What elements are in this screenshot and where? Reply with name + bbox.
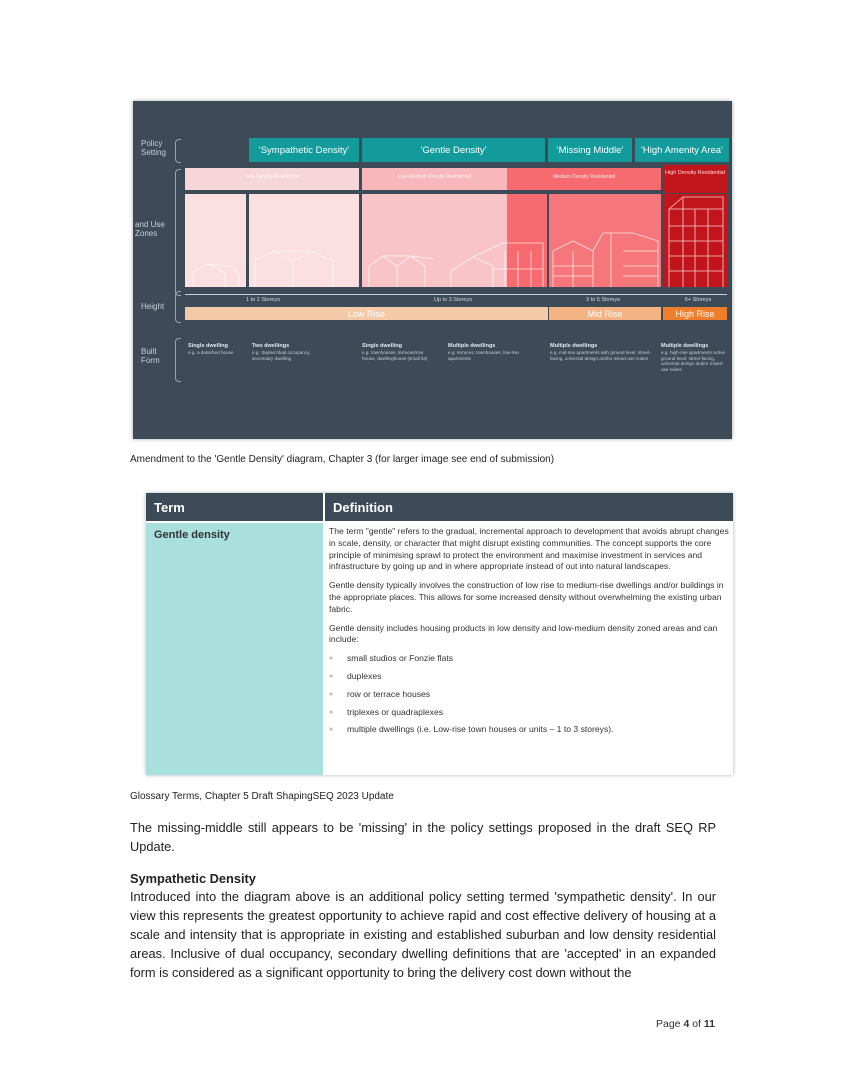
built-form-title: Multiple dwellings: [448, 343, 496, 349]
definition-paragraph: Gentle density includes housing products in low density and low-medium density zoned areas and can include:: [329, 622, 718, 645]
built-form-title: Single dwelling: [362, 343, 403, 349]
zone-caption: Low Density Residential: [245, 174, 299, 180]
height-label: 3 to 5 Storeys: [586, 297, 620, 303]
built-form-item: [661, 343, 729, 372]
building-outlines: [133, 101, 732, 439]
built-form-title: Two dwellings: [252, 343, 290, 349]
built-form-item: [448, 343, 520, 361]
row-label-height: Height: [141, 302, 165, 311]
built-form-item: [550, 343, 655, 361]
list-item-text: triplexes or quadraplexes: [347, 706, 444, 717]
zone-caption: Medium Density Residential: [553, 174, 615, 180]
built-form-item: [188, 343, 243, 356]
list-item: [329, 653, 729, 665]
list-item-text: duplexes: [347, 670, 382, 681]
diagram-caption: Amendment to the 'Gentle Density' diagram, Chapter 3 (for larger image see end of submission): [130, 454, 555, 465]
height-label: 1 to 2 Storeys: [246, 297, 280, 303]
bullet: »: [329, 690, 333, 698]
bullet: »: [329, 726, 333, 734]
gentle-density-diagram: [133, 101, 732, 439]
page-total: 11: [703, 1018, 715, 1030]
row-label-policy: Policy Setting: [141, 139, 166, 157]
page-number: [656, 1018, 715, 1030]
bullet: »: [329, 655, 333, 663]
policy-sympathetic-density: 'Sympathetic Density': [249, 138, 359, 162]
built-form-desc: e.g. mid-rise apartments with ground level, street-facing, universal design and/or mixed-use suites: [550, 350, 651, 361]
rise-high: High Rise: [663, 307, 727, 320]
list-item: [329, 707, 729, 719]
height-label: Up to 3 Storeys: [434, 297, 472, 303]
built-form-desc: e.g. high-rise apartments active ground level, street-facing, universal design and/or mixed-use suites: [661, 350, 726, 372]
height-axis: [185, 294, 727, 295]
list-item: [329, 671, 729, 683]
list-item-text: multiple dwellings (i.e. Low-rise town houses or units – 1 to 3 storeys).: [347, 724, 614, 735]
built-form-item: [362, 343, 430, 361]
section-heading: Sympathetic Density: [130, 871, 256, 886]
definition-paragraph: Gentle density typically involves the construction of low rise to medium-rise dwellings and/or buildings in the appropriate places. This allows for some increased density without overwhelming the existing urban fabric.: [329, 580, 724, 614]
height-label: 6+ Storeys: [684, 297, 712, 303]
built-form-desc: e.g. terraces, townhouses, low-rise apartments: [448, 350, 519, 361]
page-prefix: Page: [656, 1018, 684, 1030]
definition-list: [329, 653, 729, 736]
zone-caption: High Density Residential: [665, 170, 725, 176]
built-form-item: [252, 343, 314, 361]
page-of: of: [689, 1018, 704, 1030]
built-form-title: Multiple dwellings: [550, 343, 598, 349]
policy-high-amenity-area: 'High Amenity Area': [635, 138, 729, 162]
paragraph-sympathetic-density: Introduced into the diagram above is an additional policy setting termed 'sympathetic density'. In our view this represents the greatest opportunity to achieve rapid and cost effective delivery of housing at a scale and intensity that is appropriate in existing and established suburban and low density residential areas. Inclusive of dual occupancy, secondary dwelling definitions that are 'accepted' in an expanded form is considered as a significant opportunity to bring the delivery cost down without the: [130, 889, 716, 980]
built-form-title: Single dwelling: [188, 343, 229, 349]
policy-missing-middle: 'Missing Middle': [548, 138, 632, 162]
row-label-built: Built Form: [141, 347, 160, 365]
row-label-landuse: and Use Zones: [135, 220, 165, 238]
page-current: 4: [683, 1018, 690, 1030]
built-form-title: Multiple dwellings: [661, 343, 709, 349]
zone-caption: Low-Medium Density Residential: [398, 174, 471, 180]
policy-gentle-density: 'Gentle Density': [362, 138, 545, 162]
rise-mid: Mid Rise: [549, 307, 661, 320]
bullet: »: [329, 708, 333, 716]
built-form-desc: e.g. 'duplex'/dual occupancy, secondary dwelling: [252, 350, 311, 361]
glossary-definition: [329, 526, 729, 742]
glossary-caption: Glossary Terms, Chapter 5 Draft ShapingSEQ 2023 Update: [130, 791, 394, 802]
glossary-table: [146, 493, 733, 775]
list-item: [329, 689, 729, 701]
list-item-text: small studios or Fonzie flats: [347, 653, 454, 664]
built-form-desc: e.g. townhouses, terraces/row house, dwellinghouse (small lot): [362, 350, 428, 361]
glossary-term: Gentle density: [146, 523, 323, 775]
glossary-header-definition: Definition: [325, 493, 733, 521]
list-item: [329, 724, 729, 736]
list-item-text: row or terrace houses: [347, 688, 431, 699]
built-form-desc: e.g. a detached house: [188, 350, 234, 355]
paragraph-missing-middle: The missing-middle still appears to be 'missing' in the policy settings proposed in the draft SEQ RP Update.: [130, 820, 716, 854]
glossary-header-term: Term: [146, 493, 323, 521]
bullet: »: [329, 672, 333, 680]
rise-low: Low Rise: [185, 307, 548, 320]
definition-paragraph: The term "gentle" refers to the gradual, incremental approach to development that avoids abrupt changes in scale, density, or character that might disrupt existing communities. The concept supports the core principle of minimising sprawl to protect the environment and maximise investment in services and infrastructure by going up and in where appropriate instead of out into natural landscapes.: [329, 526, 729, 572]
